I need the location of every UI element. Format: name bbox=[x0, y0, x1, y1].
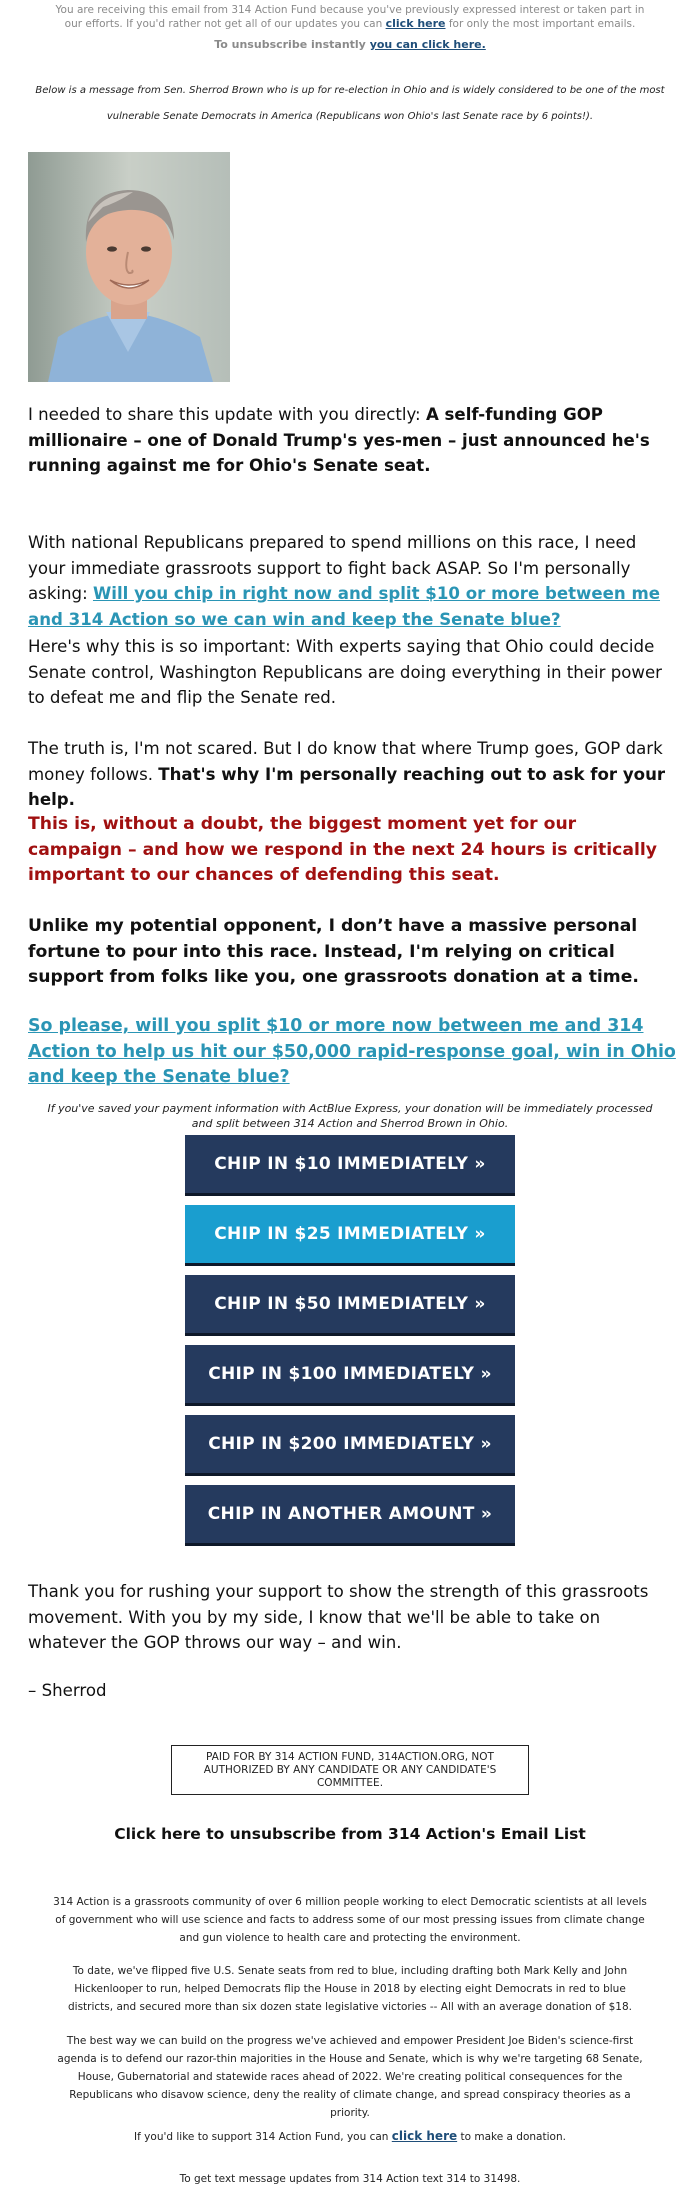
chip-in-50-button[interactable]: CHIP IN $50 IMMEDIATELY » bbox=[185, 1275, 515, 1333]
paid-for-disclaimer: PAID FOR BY 314 ACTION FUND, 314ACTION.ORG, NOT AUTHORIZED BY ANY CANDIDATE OR ANY CANDIDATE'S COMMITTEE. bbox=[171, 1745, 529, 1795]
sherrod-brown-photo bbox=[28, 152, 230, 382]
sms-updates-line: To get text message updates from 314 Action text 314 to 31498. bbox=[179, 2173, 521, 2185]
support-line: If you'd like to support 314 Action Fund, you can click here to make a donation. bbox=[134, 2129, 566, 2143]
chip-in-200-button[interactable]: CHIP IN $200 IMMEDIATELY » bbox=[185, 1415, 515, 1473]
thank-you-paragraph: Thank you for rushing your support to show the strength of this grassroots movement. With you by my side, I know that we'll be able to take on whatever the GOP throws our way – and win. bbox=[28, 1582, 649, 1652]
paragraph-2: With national Republicans prepared to spend millions on this race, I need your immediate grassroots support to fight back ASAP. So I'm personally asking: Will you chip in right now and split $10 or more between me and 314 Action so we can win and keep the Senate blue? bbox=[28, 533, 661, 629]
about-paragraph-2: To date, we've flipped five U.S. Senate seats from red to blue, including drafting both Mark Kelly and John Hickenlooper to run, helped Democrats flip the House in 2018 by electing eight Democrats in red to blue districts, and secured more than six dozen state legislative victories -- All with an average donation of $18. bbox=[68, 1965, 632, 2013]
donation-click-here-link[interactable]: click here bbox=[391, 2129, 458, 2143]
about-paragraph-1: 314 Action is a grassroots community of over 6 million people working to elect Democratic scientists at all levels of government who will use science and facts to address some of our most pressing issues from climate change and gun violence to health care and protecting the environment. bbox=[53, 1896, 647, 1944]
top-notice bbox=[50, 3, 650, 31]
paragraph-1: I needed to share this update with you directly: A self-funding GOP millionaire – one of Donald Trump's yes-men – just announced he's running against me for Ohio's Senate seat. bbox=[28, 405, 650, 475]
unsubscribe-link[interactable]: you can click here. bbox=[369, 38, 486, 51]
signoff: – Sherrod bbox=[28, 1681, 107, 1700]
urgent-red-paragraph: This is, without a doubt, the biggest moment yet for our campaign – and how we respond in the next 24 hours is critically important to our chances of defending this seat. bbox=[28, 814, 657, 885]
about-paragraph-3: The best way we can build on the progress we've achieved and empower President Joe Biden's science-first agenda is to defend our razor-thin majorities in the House and Senate, which is why we're targeting 68 Senate, House, Gubernatorial and statewide races ahead of 2022. We're creating political consequences for the Republicans who disavow science, deny the reality of climate change, and spread conspiracy theories as a priority. bbox=[57, 2035, 643, 2119]
chip-in-25-button[interactable]: CHIP IN $25 IMMEDIATELY » bbox=[185, 1205, 515, 1263]
notice-tail: for only the most important emails. bbox=[448, 18, 636, 30]
notice-text: You are receiving this email from 314 Action Fund because you've previously expressed interest or taken part in our efforts. If you'd rather not get all of our updates you can bbox=[55, 4, 645, 30]
unsubscribe-prefix: To unsubscribe instantly bbox=[214, 38, 366, 51]
paragraph-3: Here's why this is so important: With experts saying that Ohio could decide Senate control, Washington Republicans are doing everything in their power to defeat me and flip the Senate red. bbox=[28, 637, 662, 707]
chip-in-link-inline[interactable]: Will you chip in right now and split $10 or more between me and 314 Action so we can win and keep the Senate blue? bbox=[28, 584, 661, 629]
paragraph-6: Unlike my potential opponent, I don’t have a massive personal fortune to pour into this race. Instead, I'm relying on critical support from folks like you, one grassroots donation at a time. bbox=[28, 916, 639, 987]
chip-in-10-button[interactable]: CHIP IN $10 IMMEDIATELY » bbox=[185, 1135, 515, 1193]
intro-message: Below is a message from Sen. Sherrod Brown who is up for re-election in Ohio and is widely considered to be one of the most vulnerable Senate Democrats in America (Republicans won Ohio's last Senate race by 6 points!). bbox=[35, 85, 665, 122]
notice-click-here-link[interactable]: click here bbox=[385, 17, 446, 30]
split-donation-link[interactable]: So please, will you split $10 or more now between me and 314 Action to help us hit our $50,000 rapid-response goal, win in Ohio and keep the Senate blue? bbox=[28, 1016, 676, 1087]
chip-in-another-amount-button[interactable]: CHIP IN ANOTHER AMOUNT » bbox=[185, 1485, 515, 1543]
paragraph-7 bbox=[28, 1014, 676, 1091]
actblue-note: If you've saved your payment information with ActBlue Express, your donation will be immediately processed and split between 314 Action and Sherrod Brown in Ohio. bbox=[47, 1102, 653, 1130]
unsubscribe-list-link[interactable]: Click here to unsubscribe from 314 Action's Email List bbox=[114, 1825, 586, 1843]
chip-in-100-button[interactable]: CHIP IN $100 IMMEDIATELY » bbox=[185, 1345, 515, 1403]
unsubscribe-line bbox=[0, 38, 700, 51]
paragraph-4: The truth is, I'm not scared. But I do know that where Trump goes, GOP dark money follows. That's why I'm personally reaching out to ask for your help. bbox=[28, 739, 666, 809]
